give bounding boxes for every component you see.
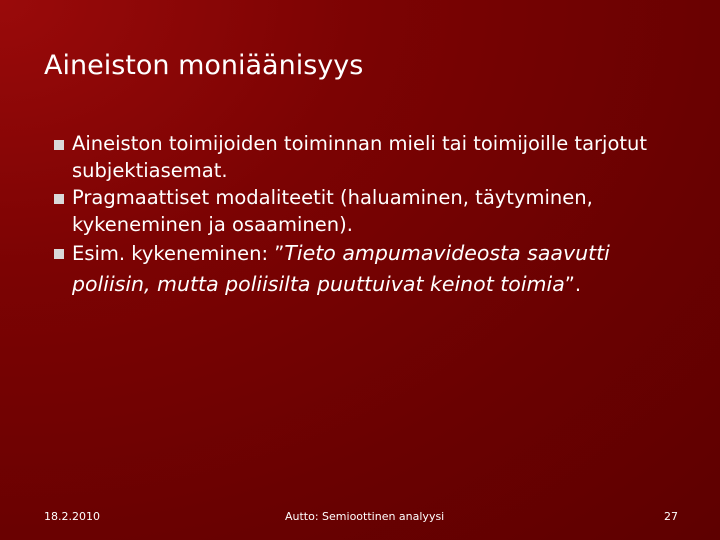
- bullet-item: [54, 238, 674, 300]
- bullet-text-quote: Tieto ampumavideosta saavutti poliisin, mutta poliisilta puuttuivat keinot toimia: [72, 241, 610, 296]
- bullet-text: Pragmaattiset modaliteetit (haluaminen, täytyminen, kykeneminen ja osaaminen).: [72, 186, 593, 236]
- square-bullet-icon: [54, 140, 64, 150]
- square-bullet-icon: [54, 249, 64, 259]
- bullet-text-prefix: Esim. kykeneminen: ”: [72, 242, 285, 265]
- slide-title: Aineiston moniäänisyys: [44, 50, 364, 81]
- square-bullet-icon: [54, 194, 64, 204]
- footer-page-number: 27: [664, 510, 678, 523]
- footer-title: Autto: Semioottinen analyysi: [285, 510, 445, 523]
- bullet-list: [54, 130, 674, 300]
- footer-date: 18.2.2010: [44, 510, 100, 523]
- bullet-item: [54, 184, 674, 238]
- bullet-text-suffix: ”.: [564, 273, 582, 296]
- bullet-text: Aineiston toimijoiden toiminnan mieli tai toimijoille tarjotut subjektiasemat.: [72, 132, 648, 182]
- bullet-item: [54, 130, 674, 184]
